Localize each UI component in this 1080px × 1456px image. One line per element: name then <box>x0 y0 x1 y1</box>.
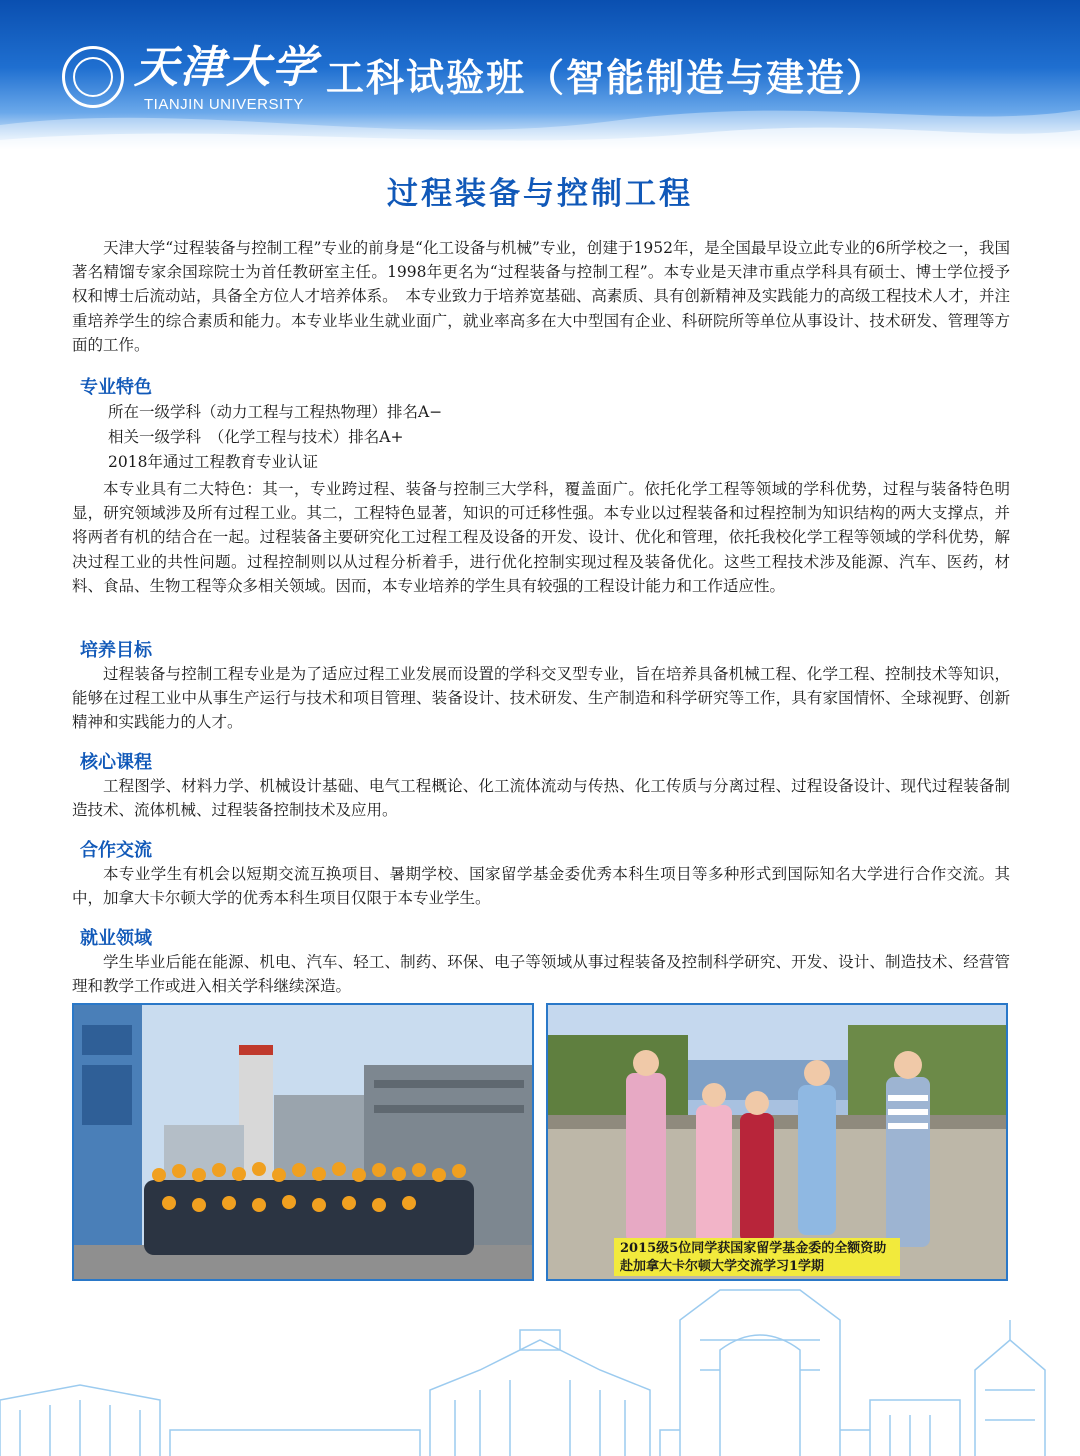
major-title: 过程装备与控制工程 <box>387 176 693 212</box>
features-paragraph: 本专业具有二大特色：其一，专业跨过程、装备与控制三大学科，覆盖面广。依托化学工程等领域的学科优势，过程与装备特色明显，研究领域涉及所有过程工业。其二，工程特色显著，知识的可迁移性强。本专业以过程装备和过程控制为知识结构的两大支撑点，并将两者有机的结合在一起。过程装备主要研究化工过程工程及设备的开发、设计、优化和管理，依托我校化学工程等领域的学科优势，解决过程工业的共性问题。过程控制则以从过程分析着手，进行优化控制实现过程及装备优化。这些工程技术涉及能源、汽车、医药，材料、食品、生物工程等众多相关领域。因而，本专业培养的学生具有较强的工程设计能力和工作适应性。 <box>72 480 1010 595</box>
university-name-en: TIANJIN UNIVERSITY <box>144 96 304 113</box>
employment-paragraph: 学生毕业后能在能源、机电、汽车、轻工、制药、环保、电子等领域从事过程装备及控制科学研究、开发、设计、制造技术、经营管理和教学工作或进入相关学科继续深造。 <box>72 953 1010 996</box>
features-heading: 专业特色 <box>80 377 152 398</box>
employment-heading: 就业领域 <box>80 928 152 949</box>
feature-item: 所在一级学科（动力工程与工程热物理）排名A− <box>108 403 443 421</box>
courses-paragraph: 工程图学、材料力学、机械设计基础、电气工程概论、化工流体流动与传热、化工传质与分离过程、过程设备设计、现代过程装备制造技术、流体机械、过程装备控制技术及应用。 <box>72 777 1010 820</box>
program-title: 工科试验班（智能制造与建造） <box>326 56 887 100</box>
goals-paragraph: 过程装备与控制工程专业是为了适应过程工业发展而设置的学科交叉型专业，旨在培养具备机械工程、化学工程、控制技术等知识，能够在过程工业中从事生产运行与技术和项目管理、装备设计、技术研发、生产制造和科学研究等工作，具有家国情怀、全球视野、创新精神和实践能力的人才。 <box>72 665 1010 732</box>
university-name-cn: 天津大学 <box>134 42 318 93</box>
university-seal-icon <box>62 46 124 108</box>
photo-caption-line: 赴加拿大卡尔顿大学交流学习1学期 <box>620 1259 825 1274</box>
feature-item: 相关一级学科 （化学工程与技术）排名A+ <box>108 428 404 446</box>
goals-heading: 培养目标 <box>80 640 152 661</box>
group-photo-industrial-site <box>72 1003 534 1281</box>
industrial-site-illustration <box>74 1005 532 1279</box>
photo-caption <box>614 1238 900 1276</box>
courses-heading: 核心课程 <box>80 752 152 773</box>
campus-skyline-decoration <box>0 1280 1080 1456</box>
page-header <box>0 0 1080 150</box>
exchange-paragraph: 本专业学生有机会以短期交流互换项目、暑期学校、国家留学基金委优秀本科生项目等多种形式到国际知名大学进行合作交流。其中，加拿大卡尔顿大学的优秀本科生项目仅限于本专业学生。 <box>72 865 1010 908</box>
feature-item: 2018年通过工程教育专业认证 <box>108 453 318 471</box>
exchange-heading: 合作交流 <box>80 840 152 861</box>
photo-caption-line: 2015级5位同学获国家留学基金委的全额资助 <box>620 1241 887 1256</box>
intro-paragraph: 天津大学“过程装备与控制工程”专业的前身是“化工设备与机械”专业，创建于1952年，是全国最早设立此专业的6所学校之一，我国著名精馏专家余国琮院士为首任教研室主任。1998年更名为“过程装备与控制工程”。本专业是天津市重点学科具有硕士、博士学位授予权和博士后流动站，具备全方位人才培养体系。 本专业致力于培养宽基础、高素质、具有创新精神及实践能力的高级工程技术人才，并注重培养学生的综合素质和能力。本专业毕业生就业面广，就业率高多在大中型国有企业、科研院所等单位从事设计、技术研发、管理等方面的工作。 <box>72 239 1010 354</box>
